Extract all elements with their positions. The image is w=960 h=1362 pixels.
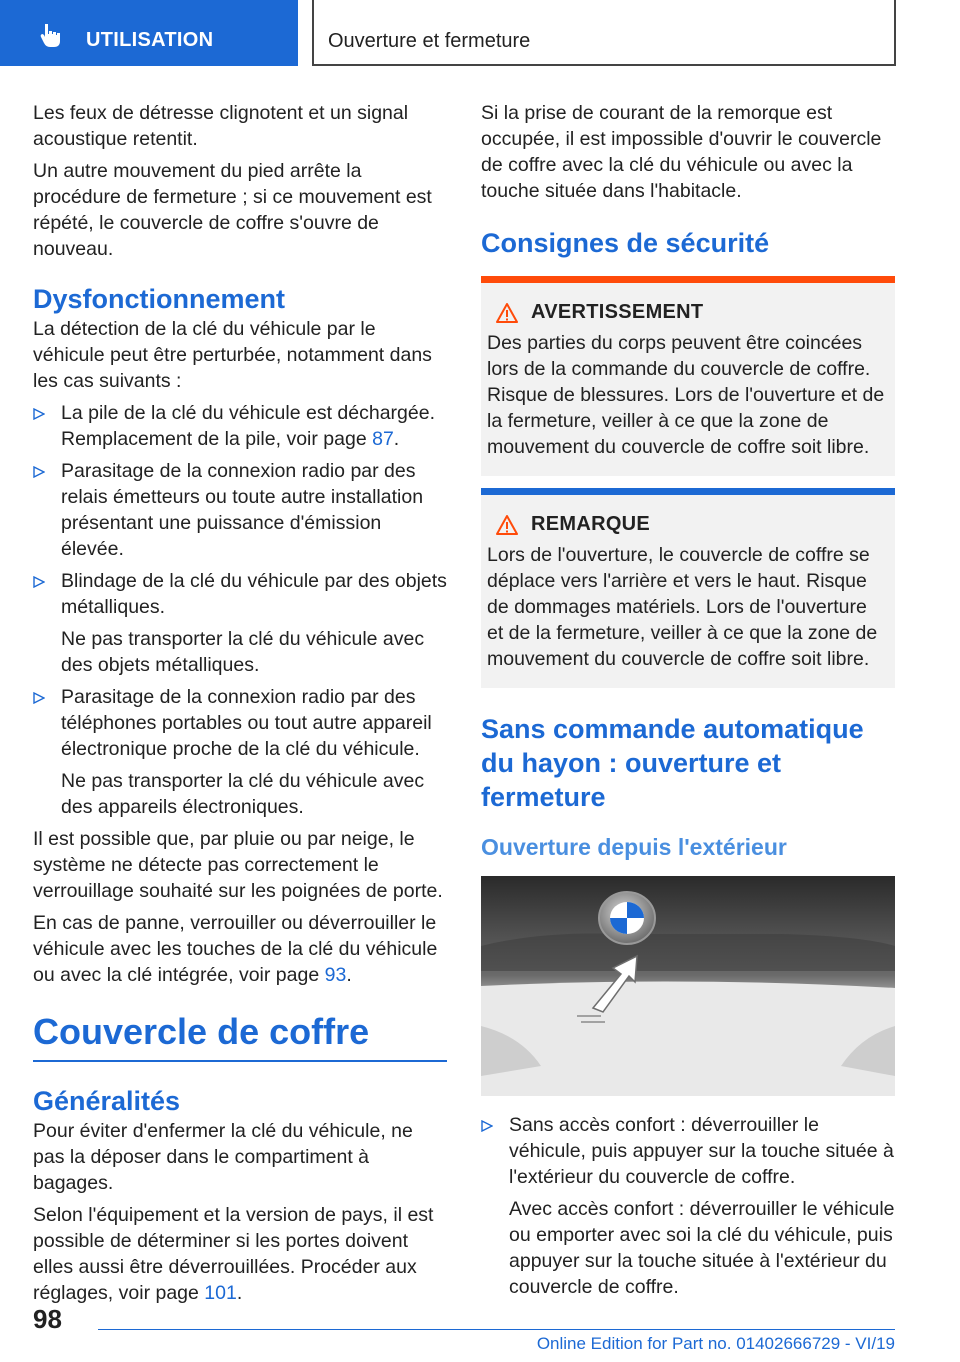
heading-malfunction: Dysfonctionnement bbox=[33, 284, 286, 314]
left-column bbox=[33, 100, 447, 1312]
hand-pointer-icon bbox=[36, 20, 66, 50]
note-box bbox=[481, 488, 895, 688]
list-item bbox=[481, 1112, 895, 1300]
trunk-button-photo bbox=[481, 876, 895, 1096]
paragraph-general-settings-text: Selon l'équipement et la version de pays, il est possible de déterminer si les portes doivent elles aussi être déverrouillées. Procéder aux réglages, voir page bbox=[33, 1204, 434, 1304]
paragraph-trailer-socket: Si la prise de courant de la remorque est occupée, il est impossible d'ouvrir le couvercle de coffre avec la clé du véhicule ou avec la touche située dans l'habitacle. bbox=[481, 102, 882, 202]
page-header bbox=[0, 0, 960, 66]
warning-text: Des parties du corps peuvent être coincées lors de la commande du couvercle de coffre. Risque de blessures. Lors de l'ouverture et de la fermeture, veiller à ce que la zone de mouvement du couvercle de coffre soit libre. bbox=[487, 332, 885, 458]
heading-general: Généralités bbox=[33, 1086, 181, 1116]
page-number: 98 bbox=[33, 1304, 62, 1334]
paragraph-general-settings-end: . bbox=[236, 1282, 243, 1304]
malfunction-list bbox=[33, 400, 447, 820]
heading-opening-outside: Ouverture depuis l'extérieur bbox=[481, 834, 787, 860]
page-link-87[interactable]: 87 bbox=[372, 428, 394, 450]
opening-list bbox=[481, 1112, 895, 1300]
paragraph-failure-text: En cas de panne, verrouiller ou déverrouiller le véhicule avec les touches de la clé du véhicule ou avec la clé intégrée, voir page bbox=[33, 912, 438, 986]
heading-safety: Consignes de sécurité bbox=[481, 228, 770, 258]
paragraph-hazard-lights: Les feux de détresse clignotent et un signal acoustique retentit. bbox=[33, 102, 409, 150]
heading-underline bbox=[33, 1060, 447, 1062]
warning-box bbox=[481, 276, 895, 476]
list-item-note: Ne pas transporter la clé du véhicule avec des objets métalliques. bbox=[61, 628, 425, 676]
page-link-101[interactable]: 101 bbox=[204, 1282, 237, 1304]
triangle-bullet-icon bbox=[33, 692, 45, 704]
list-item-text: Blindage de la clé du véhicule par des objets métalliques. bbox=[61, 570, 447, 618]
paragraph-failure bbox=[33, 910, 447, 988]
warning-title: AVERTISSEMENT bbox=[531, 301, 704, 323]
section-label: UTILISATION bbox=[86, 29, 214, 51]
note-triangle-icon bbox=[495, 514, 519, 536]
list-item bbox=[33, 458, 447, 562]
list-item-note: Ne pas transporter la clé du véhicule avec des appareils électroniques. bbox=[61, 770, 425, 818]
note-title: REMARQUE bbox=[531, 513, 651, 535]
trunk-button-illustration bbox=[481, 876, 895, 1096]
page-footer bbox=[0, 1300, 960, 1362]
paragraph-rain-snow: Il est possible que, par pluie ou par neige, le système ne détecte pas correctement le verrouillage souhaité sur les poignées de porte. bbox=[33, 828, 443, 902]
paragraph-malfunction-intro: La détection de la clé du véhicule par le véhicule peut être perturbée, notamment dans les cas suivants : bbox=[33, 318, 432, 392]
paragraph-foot-movement: Un autre mouvement du pied arrête la procédure de fermeture ; si ce mouvement est répété, le couvercle de coffre s'ouvre de nouveau. bbox=[33, 160, 432, 260]
list-item bbox=[33, 568, 447, 678]
list-item-note: Avec accès confort : déverrouiller le véhicule ou emporter avec soi la clé du véhicule, puis appuyer sur la touche située à l'extérieur du couvercle de coffre. bbox=[509, 1198, 895, 1298]
chapter-tab[interactable] bbox=[312, 0, 896, 66]
list-item-end: . bbox=[393, 428, 400, 450]
paragraph-general-settings bbox=[33, 1202, 447, 1306]
warning-header bbox=[495, 301, 885, 324]
list-item-text: La pile de la clé du véhicule est déchargée. Remplacement de la pile, voir page bbox=[61, 402, 436, 450]
page-link-93[interactable]: 93 bbox=[324, 964, 347, 986]
list-item-text: Parasitage de la connexion radio par des relais émetteurs ou toute autre installation présentant une puissance d'émission élevée. bbox=[61, 460, 424, 560]
chapter-label: Ouverture et fermeture bbox=[328, 30, 531, 52]
right-column bbox=[481, 100, 895, 1306]
paragraph-failure-end: . bbox=[346, 964, 352, 986]
section-tab[interactable] bbox=[0, 0, 298, 66]
heading-trunk-lid: Couvercle de coffre bbox=[33, 1011, 370, 1052]
warning-triangle-icon bbox=[495, 302, 519, 324]
note-header bbox=[495, 513, 885, 536]
heading-manual-tailgate: Sans commande automatique du hayon : ouverture et fermeture bbox=[481, 714, 864, 812]
footer-rule bbox=[98, 1329, 895, 1330]
edition-text: Online Edition for Part no. 01402666729 - VI/19 bbox=[536, 1334, 895, 1353]
list-item bbox=[33, 400, 447, 452]
note-text: Lors de l'ouverture, le couvercle de coffre se déplace vers l'arrière et vers le haut. Risque de dommages matériels. Lors de l'ouverture et de la fermeture, veiller à ce que la zone de mouvement du couvercle de coffre soit libre. bbox=[487, 544, 878, 670]
list-item-text: Sans accès confort : déverrouiller le véhicule, puis appuyer sur la touche située à l'extérieur du couvercle de coffre. bbox=[509, 1114, 894, 1188]
triangle-bullet-icon bbox=[33, 408, 45, 420]
paragraph-general-key: Pour éviter d'enfermer la clé du véhicule, ne pas la déposer dans le compartiment à bagages. bbox=[33, 1120, 413, 1194]
triangle-bullet-icon bbox=[33, 576, 45, 588]
triangle-bullet-icon bbox=[481, 1120, 493, 1132]
triangle-bullet-icon bbox=[33, 466, 45, 478]
list-item bbox=[33, 684, 447, 820]
list-item-text: Parasitage de la connexion radio par des téléphones portables ou tout autre appareil électronique proche de la clé du véhicule. bbox=[61, 686, 432, 760]
